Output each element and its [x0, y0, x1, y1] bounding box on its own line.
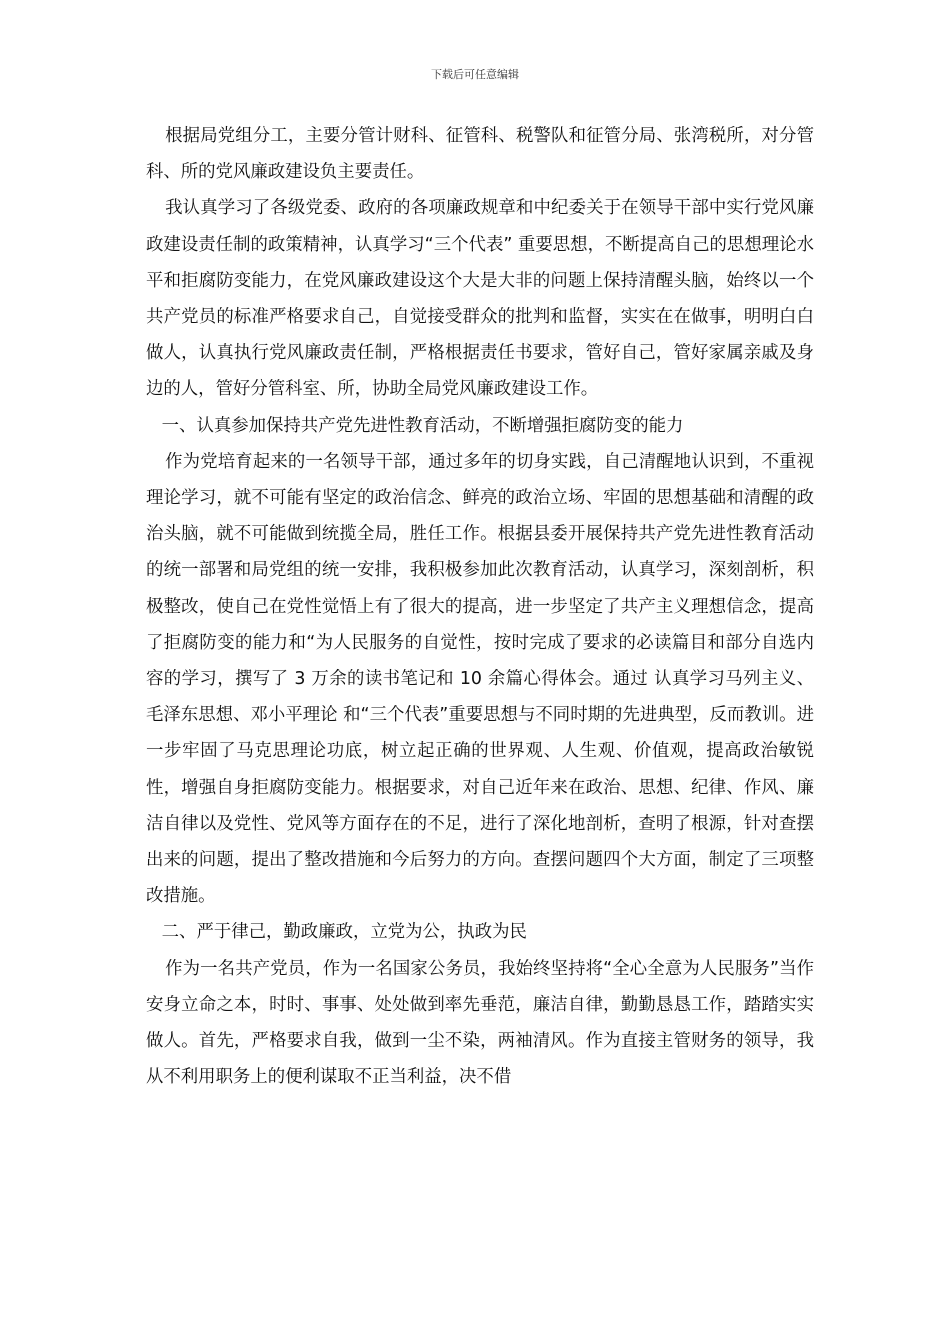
- document-body: [146, 118, 814, 1095]
- paragraph-education: 作为党培育起来的一名领导干部，通过多年的切身实践，自己清醒地认识到，不重视理论学习，就不可能有坚定的政治信念、鲜亮的政治立场、牢固的思想基础和清醒的政治头脑，就不可能做到统揽全局，胜任工作。根据县委开展保持共产党先进性教育活动的统一部署和局党组的统一安排，我积极参加此次教育活动，认真学习，深刻剖析，积极整改，使自己在党性觉悟上有了很大的提高，进一步坚定了共产主义理想信念，提高了拒腐防变的能力和“为人民服务的自觉性，按时完成了要求的必读篇目和部分自选内容的学习，撰写了 3 万余的读书笔记和 10 余篇心得体会。通过 认真学习马列主义、毛泽东思想、邓小平理论 和“三个代表”重要思想与不同时期的先进典型，反而教训。进一步牢固了马克思理论功底，树立起正确的世界观、人生观、价值观，提高政治敏锐性，增强自身拒腐防变能力。根据要求，对自己近年来在政治、思想、纪律、作风、廉洁自律以及党性、党风等方面存在的不足，进行了深化地剖析，查明了根源，针对查摆出来的问题，提出了整改措施和今后努力的方向。查摆问题四个大方面，制定了三项整改措施。: [146, 451, 814, 907]
- section-heading-1: 一、认真参加保持共产党先进性教育活动，不断增强拒腐防变的能力: [161, 415, 684, 436]
- paragraph-responsibility: 根据局党组分工，主要分管计财科、征管科、税警队和征管分局、张湾税所，对分管科、所的党风廉政建设负主要责任。: [146, 126, 814, 183]
- page-header: 下载后可任意编辑: [431, 68, 519, 81]
- paragraph-study: 我认真学习了各级党委、政府的各项廉政规章和中纪委关于在领导干部中实行党风廉政建设责任制的政策精神，认真学习“三个代表” 重要思想，不断提高自己的思想理论水平和拒腐防变能力，在党风廉政建设这个大是大非的问题上保持清醒头脑，始终以一个共产党员的标准严格要求自己，自觉接受群众的批判和监督，实实在在做事，明明白白做人，认真执行党风廉政责任制，严格根据责任书要求，管好自己，管好家属亲戚及身边的人，管好分管科室、所，协助全局党风廉政建设工作。: [146, 198, 814, 400]
- paragraph-self-discipline: 作为一名共产党员，作为一名国家公务员，我始终坚持将“全心全意为人民服务”当作安身立命之本，时时、事事、处处做到率先垂范，廉洁自律，勤勤恳恳工作，踏踏实实做人。首先，严格要求自我，做到一尘不染，两袖清风。作为直接主管财务的领导，我从不利用职务上的便利谋取不正当利益，决不借: [146, 958, 814, 1088]
- section-heading-2: 二、严于律己，勤政廉政，立党为公，执政为民: [161, 922, 527, 943]
